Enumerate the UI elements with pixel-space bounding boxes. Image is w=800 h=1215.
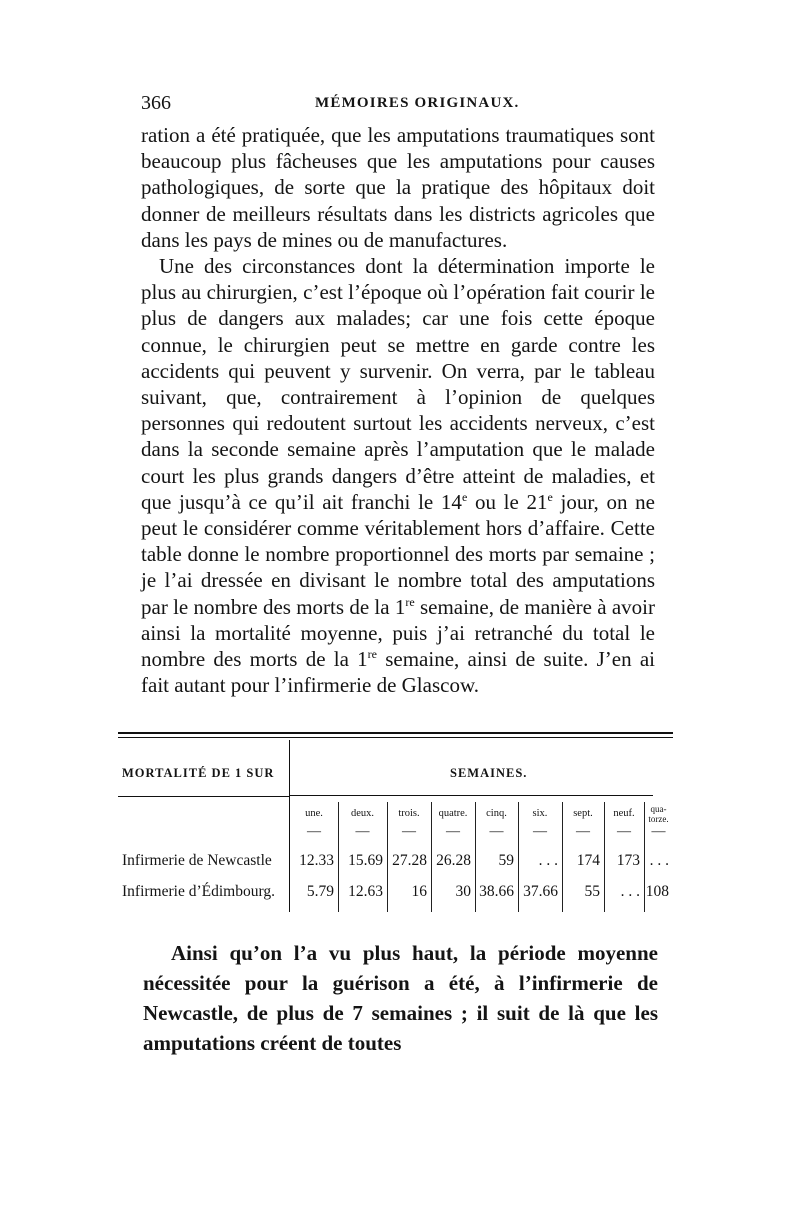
table-cell: 5.79: [306, 883, 334, 900]
table-cell: 12.33: [299, 852, 334, 869]
page-header: [141, 92, 661, 122]
table-cell: 108: [645, 883, 669, 900]
column-dash: —: [489, 824, 504, 839]
column-dash: —: [307, 824, 321, 839]
column-header: neuf.: [613, 808, 635, 819]
superscript: e: [461, 489, 468, 504]
column-header: qua- torze.: [648, 804, 669, 824]
column-header: quatre.: [438, 808, 468, 819]
table-cell: . . .: [620, 883, 640, 900]
superscript: re: [405, 594, 415, 609]
closing-paragraph: [143, 938, 658, 1058]
column-header: deux.: [350, 808, 375, 819]
table-cell: . . .: [649, 852, 669, 869]
table-cell: 59: [498, 852, 514, 869]
table-top-rule: [118, 732, 673, 734]
column-dash: —: [446, 824, 460, 839]
body-text: [141, 122, 655, 698]
column-header: une.: [305, 808, 323, 819]
column-dash: —: [533, 824, 547, 839]
table-header-rule-right: [290, 795, 653, 796]
table-cell: 26.28: [436, 852, 471, 869]
table-cell: 15.69: [348, 852, 383, 869]
text-run: semaine, de manière à avoir ainsi la mortalité moyenne, puis j’ai retranché du total le nombre des morts de la 1: [141, 594, 656, 672]
table-left-header: MORTALITÉ DE 1 SUR: [122, 766, 275, 780]
table-cell: . . .: [538, 852, 558, 869]
table-cell: 55: [584, 883, 600, 900]
running-title: MÉMOIRES ORIGINAUX.: [315, 95, 520, 111]
column-header: six.: [532, 808, 548, 819]
column-header: trois.: [398, 808, 420, 819]
text-run: semaine, ainsi de suite. J’en ai fait autant pour l’infirmerie de Glascow.: [141, 647, 656, 698]
paragraph: [141, 122, 655, 253]
row-label: Infirmerie de Newcastle: [122, 852, 272, 869]
column-dash: —: [651, 824, 666, 839]
table-header-rule-left: [118, 796, 289, 797]
text-run: Une des circonstances dont la détermination importe le plus au chirurgien, c’est l’époque où l’opération fait courir le plus de dangers aux malades; car une fois cette époque connue, le chirurgien peut se mettre en garde contre les accidents qui peuvent y survenir. On verra, par le tableau suivant, que, contrairement à l’opinion de quelques personnes qui redoutent surtout les accidents nerveux, c’est dans la seconde semaine après l’amputation que le malade court les plus grands dangers d’être atteint de maladies, et que jusqu’à ce qu’il ait franchi le 14: [141, 254, 655, 514]
table-cell: 38.66: [479, 883, 514, 900]
tail-paragraph: Ainsi qu’on l’a vu plus haut, la période moyenne nécessitée pour la guérison a été, à l’infirmerie de Newcastle, de plus de 7 semaines ; il suit de là que les amputations créent de toutes: [143, 941, 658, 1055]
page-number: 366: [141, 92, 171, 114]
table-cell: 12.63: [348, 883, 383, 900]
text-run: ou le 21: [467, 489, 548, 514]
table-cell: 16: [411, 883, 427, 900]
table-cell: 173: [616, 852, 640, 869]
column-dash: —: [402, 824, 416, 839]
table-right-header: SEMAINES.: [450, 766, 528, 780]
superscript: re: [367, 647, 377, 662]
table-cell: 30: [455, 883, 471, 900]
table-cell: 37.66: [523, 883, 558, 900]
column-dash: —: [617, 824, 631, 839]
column-dash: —: [355, 824, 370, 839]
paragraph: [141, 253, 655, 698]
row-label: Infirmerie d’Édimbourg.: [122, 883, 275, 900]
column-header: sept.: [573, 808, 593, 819]
column-header: cinq.: [486, 808, 507, 819]
text-run: ration a été pratiquée, que les amputations traumatiques sont beaucoup plus fâcheuses que les amputations pour causes pathologiques, de sorte que la pratique des hôpitaux doit donner de meilleurs résultats dans les districts agricoles que dans les pays de mines ou de manufactures.: [141, 123, 655, 252]
mortality-table: [118, 732, 673, 922]
column-dash: —: [576, 824, 590, 839]
table-cell: 174: [576, 852, 600, 869]
text-run: jour, on ne peut le considérer comme véritablement hors d’affaire. Cette table donne le nombre proportionnel des morts par semaine ; je l’ai dressée en divisant le nombre total des amputations par le nombre des morts de la 1: [141, 489, 655, 619]
table-cell: 27.28: [392, 852, 427, 869]
table-top-rule-thin: [118, 737, 673, 738]
superscript: e: [547, 489, 553, 504]
